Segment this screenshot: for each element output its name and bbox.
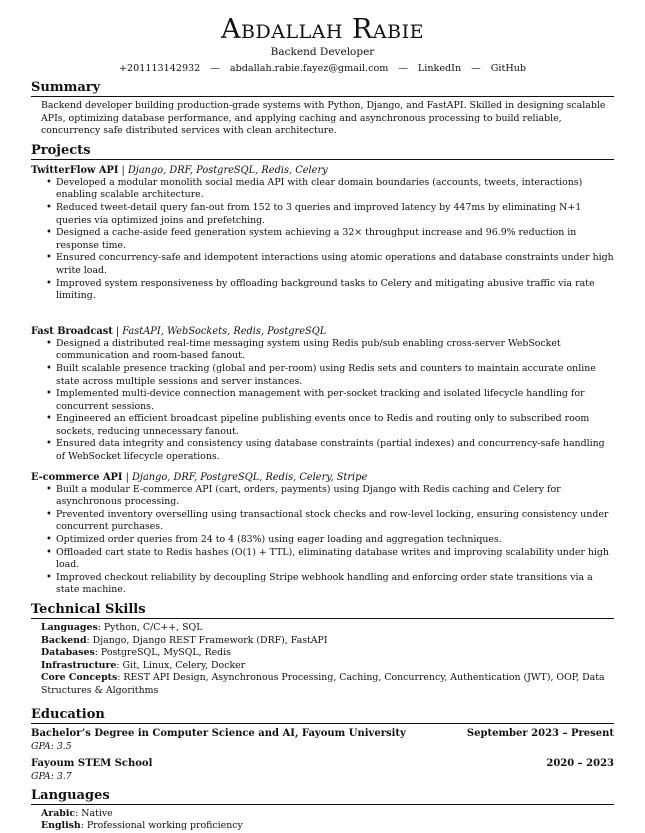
education-dates: 2020 – 2023 xyxy=(546,757,614,769)
list-item: • Ensured concurrency-safe and idempotent interactions using atomic operations and database constraints under high write load. xyxy=(56,252,614,277)
phone-number: +201113142932 xyxy=(118,63,201,74)
list-item: • Implemented multi-device connection management with per-socket tracking and isolated lifecycle handling for concurrent sessions. xyxy=(56,388,614,413)
language-row xyxy=(41,808,614,821)
projects-section xyxy=(31,143,614,597)
section-heading: Technical Skills xyxy=(31,602,614,619)
languages-list xyxy=(41,808,614,833)
language-label: Arabic xyxy=(41,807,76,819)
list-item: • Ensured data integrity and consistency using database constraints (partial indexes) and concurrency-safe handling of WebSocket lifecycle operations. xyxy=(56,438,614,463)
education-section xyxy=(31,707,614,783)
separator: — xyxy=(471,63,481,74)
list-item: • Improved checkout reliability by decoupling Stripe webhook handling and enforcing order state transitions via a state machine. xyxy=(56,572,614,597)
project-tech: FastAPI, WebSockets, Redis, PostgreSQL xyxy=(122,325,327,337)
project-item xyxy=(31,471,614,597)
summary-section xyxy=(31,80,614,138)
contact-line xyxy=(31,62,614,75)
project-header: TwitterFlow API | Django, DRF, PostgreSQL, Redis, Celery xyxy=(31,164,328,176)
skill-row xyxy=(41,635,614,648)
skill-label: Infrastructure xyxy=(41,659,117,671)
project-tech: Django, DRF, PostgreSQL, Redis, Celery, Stripe xyxy=(132,471,368,483)
skills-list xyxy=(41,622,614,698)
gpa: GPA: 3.7 xyxy=(31,770,72,782)
education-dates: September 2023 – Present xyxy=(466,727,614,739)
separator: — xyxy=(210,63,220,74)
skill-row xyxy=(41,647,614,660)
skill-label: Backend xyxy=(41,634,87,646)
skill-value: : PostgreSQL, MySQL, Redis xyxy=(94,647,231,659)
linkedin-link[interactable]: LinkedIn xyxy=(417,63,462,74)
list-item: • Designed a distributed real-time messaging system using Redis pub/sub enabling cross-server WebSocket communication and room-based fanout. xyxy=(56,338,614,363)
project-name: TwitterFlow API xyxy=(31,164,119,176)
list-item: • Offloaded cart state to Redis hashes (O(1) + TTL), eliminating database writes and improving scalability under high load. xyxy=(56,547,614,572)
project-header: Fast Broadcast | FastAPI, WebSockets, Redis, PostgreSQL xyxy=(31,325,327,337)
project-bullets xyxy=(31,177,614,303)
skill-value: : Git, Linux, Celery, Docker xyxy=(116,659,246,671)
project-name: E-commerce API xyxy=(31,471,123,483)
list-item: • Developed a modular monolith social media API with clear domain boundaries (accounts, tweets, interactions) enabling scalable architecture. xyxy=(56,177,614,202)
list-item: • Optimized order queries from 24 to 4 (83%) using eager loading and aggregation techniques. xyxy=(56,534,614,547)
list-item: • Built a modular E-commerce API (cart, orders, payments) using Django with Redis caching and Celery for asynchronous processing. xyxy=(56,484,614,509)
list-item: • Reduced tweet-detail query fan-out from 152 to 3 queries and improved latency by 447ms by eliminating N+1 queries via optimized joins and prefetching. xyxy=(56,202,614,227)
project-header: E-commerce API | Django, DRF, PostgreSQL, Redis, Celery, Stripe xyxy=(31,471,368,483)
language-row xyxy=(41,820,614,833)
summary-text: Backend developer building production-grade systems with Python, Django, and FastAPI. Skilled in designing scalable APIs, optimizing database performance, and applying caching and asynchronous processing to build reliable, concurrency safe distributed services with clean architecture. xyxy=(41,100,606,137)
skill-value: : REST API Design, Asynchronous Processing, Caching, Concurrency, Authentication (JWT), OOP, Data Structures & Algorithms xyxy=(41,672,605,696)
resume-page xyxy=(31,14,614,833)
project-tech: Django, DRF, PostgreSQL, Redis, Celery xyxy=(127,164,328,176)
skill-row xyxy=(41,622,614,635)
language-value: : Native xyxy=(75,807,113,819)
education-item xyxy=(31,727,614,741)
education-item xyxy=(31,757,614,771)
language-value: : Professional working proficiency xyxy=(80,820,243,832)
job-title: Backend Developer xyxy=(270,46,375,58)
school-name: Fayoum STEM School xyxy=(31,757,153,769)
project-bullets xyxy=(31,484,614,597)
project-item xyxy=(31,164,614,303)
project-bullets xyxy=(31,338,614,464)
languages-section xyxy=(31,788,614,833)
candidate-name: Abdallah Rabie xyxy=(221,14,424,45)
skill-row xyxy=(41,672,614,697)
list-item: • Prevented inventory overselling using transactional stock checks and row-level locking, ensuring consistency under concurrent purchases. xyxy=(56,509,614,534)
gpa: GPA: 3.5 xyxy=(31,740,72,752)
list-item: • Built scalable presence tracking (global and per-room) using Redis sets and counters to maintain accurate online state across multiple sessions and server instances. xyxy=(56,363,614,388)
section-heading: Summary xyxy=(31,80,614,97)
project-name: Fast Broadcast xyxy=(31,325,113,337)
separator: — xyxy=(398,63,408,74)
project-item xyxy=(31,325,614,464)
skill-value: : Django, Django REST Framework (DRF), FastAPI xyxy=(86,634,328,646)
skill-label: Languages xyxy=(41,622,98,633)
language-label: English xyxy=(41,820,81,832)
list-item: • Engineered an efficient broadcast pipeline publishing events once to Redis and routing only to subscribed room sockets, reducing unnecessary fanout. xyxy=(56,413,614,438)
list-item: • Improved system responsiveness by offloading background tasks to Celery and mitigating abusive traffic via rate limiting. xyxy=(56,278,614,303)
list-item: • Designed a cache-aside feed generation system achieving a 32× throughput increase and 96.9% reduction in response time. xyxy=(56,227,614,252)
skill-label: Core Concepts xyxy=(41,672,118,684)
skill-label: Databases xyxy=(41,647,95,659)
skill-row xyxy=(41,660,614,673)
github-link[interactable]: GitHub xyxy=(490,63,527,74)
section-heading: Projects xyxy=(31,143,614,160)
section-heading: Languages xyxy=(31,788,614,805)
skill-value: : Python, C/C++, SQL xyxy=(97,622,203,633)
email-link[interactable]: abdallah.rabie.fayez@gmail.com xyxy=(229,63,389,74)
section-heading: Education xyxy=(31,707,614,724)
skills-section xyxy=(31,602,614,698)
school-name: Bachelor’s Degree in Computer Science and AI, Fayoum University xyxy=(31,727,406,739)
